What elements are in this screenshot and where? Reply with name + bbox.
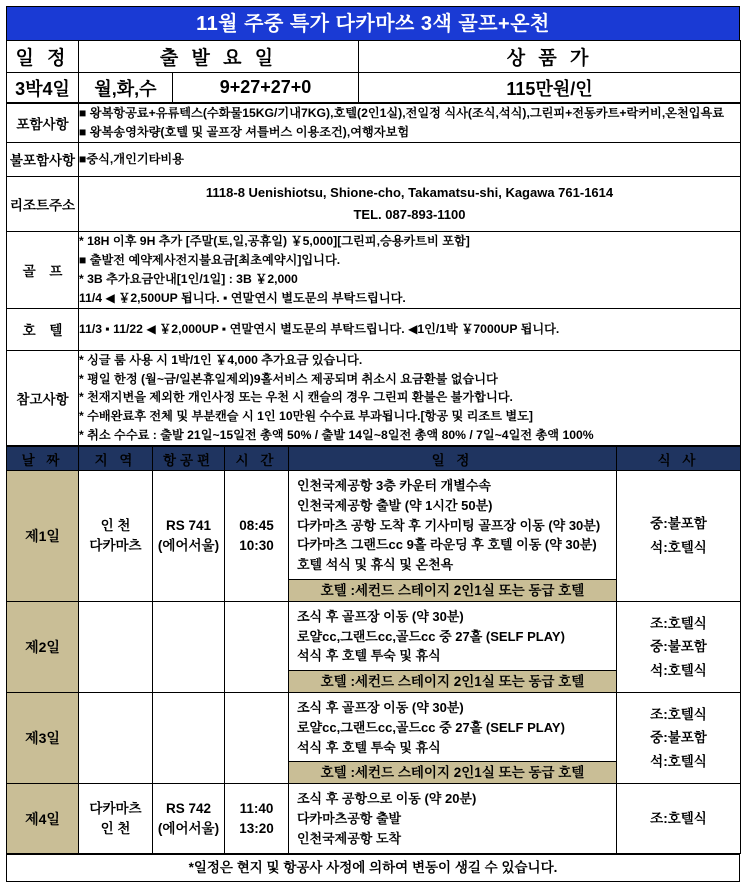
schedule-text: [289, 471, 616, 579]
text-line: 인천국제공항 3층 카운터 개별수속: [297, 478, 491, 494]
text-line: 중:불포함: [650, 516, 707, 532]
text-line: 11/3 ▪ 11/22 ◀ ￥2,000UP ▪ 연말연시 별도문의 부탁드립니다. ◀1인/1박 ￥7000UP 됩니다.: [79, 321, 560, 336]
text-line: 인천국제공항 출발 (약 1시간 50분): [297, 497, 493, 513]
text-line: 중:불포함: [650, 639, 707, 655]
hotel-label: 호 텔: [7, 308, 79, 350]
text-line: ■ 왕복항공료+유류텍스(수화물15KG/기내7KG),호텔(2인1실),전일정 식사(조식,석식),그린피+전동카트+락커비,온천입욕료: [79, 106, 725, 120]
text-line: * 천재지변을 제외한 개인사정 또는 우천 시 캔슬의 경우 그린피 환불은 불가합니다.: [79, 390, 513, 405]
time-cell: [225, 784, 289, 853]
meals-cell: [617, 471, 741, 602]
day-label: 제1일: [7, 471, 79, 602]
text-line: 석식 후 호텔 투숙 및 휴식: [297, 739, 441, 755]
meals-cell: [617, 784, 741, 853]
text-line: 로얄cc,그랜드cc,골드cc 중 27홀 (SELF PLAY): [297, 719, 565, 735]
col-header-meals: 식 사: [617, 447, 741, 471]
meals-cell: [617, 693, 741, 784]
info-row-excluded: [7, 142, 741, 176]
text-line: 인천국제공항 도착: [297, 830, 402, 846]
text-line: 조:호텔식: [650, 615, 707, 631]
text-line: 석:호텔식: [650, 662, 707, 678]
table-row: [7, 784, 741, 853]
itinerary-table: [6, 446, 741, 854]
summary-departure-header: 출 발 요 일: [79, 41, 359, 73]
summary-schedule-header: 일 정: [7, 41, 79, 73]
summary-days-value: 월,화,수: [79, 73, 173, 103]
text-line: 11:40: [239, 800, 274, 816]
footer-table: [6, 854, 740, 882]
text-line: 10:30: [239, 538, 274, 554]
excluded-label: 불포함사항: [7, 142, 79, 176]
text-line: * 수배완료후 전체 및 부분캔슬 시 1인 10만원 수수료 부과됩니다.[항공 및 리조트 별도]: [79, 409, 533, 424]
col-header-schedule: 일 정: [289, 447, 617, 471]
col-header-region: 지 역: [79, 447, 153, 471]
text-line: 석:호텔식: [650, 754, 707, 770]
schedule-cell: [289, 693, 617, 784]
summary-header-row: [7, 41, 741, 73]
summary-value-row: [7, 73, 741, 103]
itinerary-body: [7, 471, 741, 854]
time-cell: [225, 693, 289, 784]
text-line: 08:45: [239, 518, 274, 534]
flight-cell: [153, 784, 225, 853]
included-content: [79, 104, 741, 143]
text-line: RS 742: [165, 800, 212, 816]
itinerary-header-row: [7, 447, 741, 471]
text-line: 중:불포함: [650, 730, 707, 746]
text-line: 조식 후 골프장 이동 (약 30분): [297, 608, 464, 624]
text-line: ■ 왕복송영차량(호텔 및 골프장 셔틀버스 이용조건),여행자보험: [79, 124, 410, 139]
text-line: 인 천: [100, 820, 131, 836]
time-cell: [225, 601, 289, 692]
text-line: TEL. 087-893-1100: [353, 206, 466, 222]
footer-row: [7, 854, 740, 881]
text-line: 11/4 ◀ ￥2,500UP 됩니다. ▪ 연말연시 별도문의 부탁드립니다.: [79, 290, 406, 305]
summary-schedule-value: 3박4일: [7, 73, 79, 103]
text-line: (에어서울): [157, 820, 220, 836]
hotel-band: 호텔 :세컨드 스테이지 2인1실 또는 동급 호텔: [289, 761, 616, 783]
info-row-address: [7, 176, 741, 231]
excluded-content: [79, 142, 741, 176]
included-label: 포함사항: [7, 104, 79, 143]
day-label: 제3일: [7, 693, 79, 784]
text-line: * 3B 추가요금안내[1인/1일] : 3B ￥2,000: [79, 271, 298, 286]
golf-content: [79, 232, 741, 309]
schedule-cell: [289, 784, 617, 853]
region-cell: [79, 784, 153, 853]
flight-cell: [153, 601, 225, 692]
text-line: (에어서울): [157, 538, 220, 554]
text-line: 로얄cc,그랜드cc,골드cc 중 27홀 (SELF PLAY): [297, 628, 565, 644]
text-line: 조식 후 골프장 이동 (약 30분): [297, 700, 464, 716]
hotel-content: [79, 308, 741, 350]
text-line: 조식 후 공항으로 이동 (약 20분): [297, 791, 477, 807]
text-line: 인 천: [100, 518, 131, 534]
col-header-date: 날 짜: [7, 447, 79, 471]
day-label: 제4일: [7, 784, 79, 853]
text-line: 다카마츠 공항 도착 후 기사미팅 골프장 이동 (약 30분): [297, 517, 601, 533]
schedule-cell: [289, 471, 617, 602]
text-line: * 18H 이후 9H 추가 [주말(토,일,공휴일) ￥5,000][그린피,승용카트비 포함]: [79, 234, 470, 248]
info-row-included: [7, 104, 741, 143]
table-row: [7, 601, 741, 692]
text-line: 1118-8 Uenishiotsu, Shione-cho, Takamatsu-shi, Kagawa 761-1614: [205, 184, 614, 200]
footer-note: *일정은 현지 및 항공사 사정에 의하여 변동이 생길 수 있습니다.: [7, 854, 740, 881]
flight-cell: [153, 693, 225, 784]
notes-content: [79, 350, 741, 446]
schedule-cell: [289, 601, 617, 692]
meals-cell: [617, 601, 741, 692]
region-cell: [79, 693, 153, 784]
info-row-hotel: [7, 308, 741, 350]
text-line: * 싱글 룸 사용 시 1박/1인 ￥4,000 추가요금 있습니다.: [79, 352, 363, 367]
region-cell: [79, 601, 153, 692]
table-row: [7, 693, 741, 784]
resort-address-label: 리조트주소: [7, 176, 79, 231]
text-line: RS 741: [165, 518, 212, 534]
text-line: 다카마츠공항 출발: [297, 811, 402, 827]
summary-price-value: 115만원/인: [359, 73, 741, 103]
text-line: 다카마츠: [89, 800, 142, 816]
text-line: 석:호텔식: [650, 540, 707, 556]
summary-table: [6, 40, 741, 103]
golf-label: 골 프: [7, 232, 79, 309]
table-row: [7, 471, 741, 602]
text-line: ■중식,개인기타비용: [79, 151, 184, 166]
text-line: 다카마츠 그랜드cc 9홀 라운딩 후 호텔 이동 (약 30분): [297, 537, 597, 553]
hotel-band: 호텔 :세컨드 스테이지 2인1실 또는 동급 호텔: [289, 670, 616, 692]
schedule-text: [289, 693, 616, 761]
info-table: [6, 103, 741, 446]
day-label: 제2일: [7, 601, 79, 692]
col-header-time: 시 간: [225, 447, 289, 471]
time-cell: [225, 471, 289, 602]
schedule-text: [289, 602, 616, 670]
text-line: 조:호텔식: [650, 706, 707, 722]
region-cell: [79, 471, 153, 602]
notes-label: 참고사항: [7, 350, 79, 446]
page-title: 11월 주중 특가 다카마쓰 3색 골프+온천: [6, 6, 740, 40]
text-line: * 평일 한정 (월~금/일본휴일제외)9홀서비스 제공되며 취소시 요금환불 없습니다: [79, 371, 498, 386]
resort-address-content: [79, 176, 741, 231]
flight-cell: [153, 471, 225, 602]
text-line: 호텔 석식 및 휴식 및 온천욕: [297, 557, 454, 573]
text-line: 13:20: [239, 820, 274, 836]
text-line: 석식 후 호텔 투숙 및 휴식: [297, 648, 441, 664]
text-line: * 취소 수수료 : 출발 21일~15일전 총액 50% / 출발 14일~8일전 총액 80% / 7일~4일전 총액 100%: [79, 428, 594, 443]
info-row-notes: [7, 350, 741, 446]
summary-price-header: 상 품 가: [359, 41, 741, 73]
hotel-band: 호텔 :세컨드 스테이지 2인1실 또는 동급 호텔: [289, 579, 616, 601]
schedule-text: [289, 784, 616, 852]
text-line: 다카마츠: [89, 538, 142, 554]
text-line: ■ 출발전 예약제사전지불요금[최초예약시]입니다.: [79, 252, 341, 267]
info-row-golf: [7, 232, 741, 309]
text-line: 조:호텔식: [650, 810, 707, 826]
summary-holes-value: 9+27+27+0: [173, 73, 359, 103]
col-header-flight: 항공편: [153, 447, 225, 471]
